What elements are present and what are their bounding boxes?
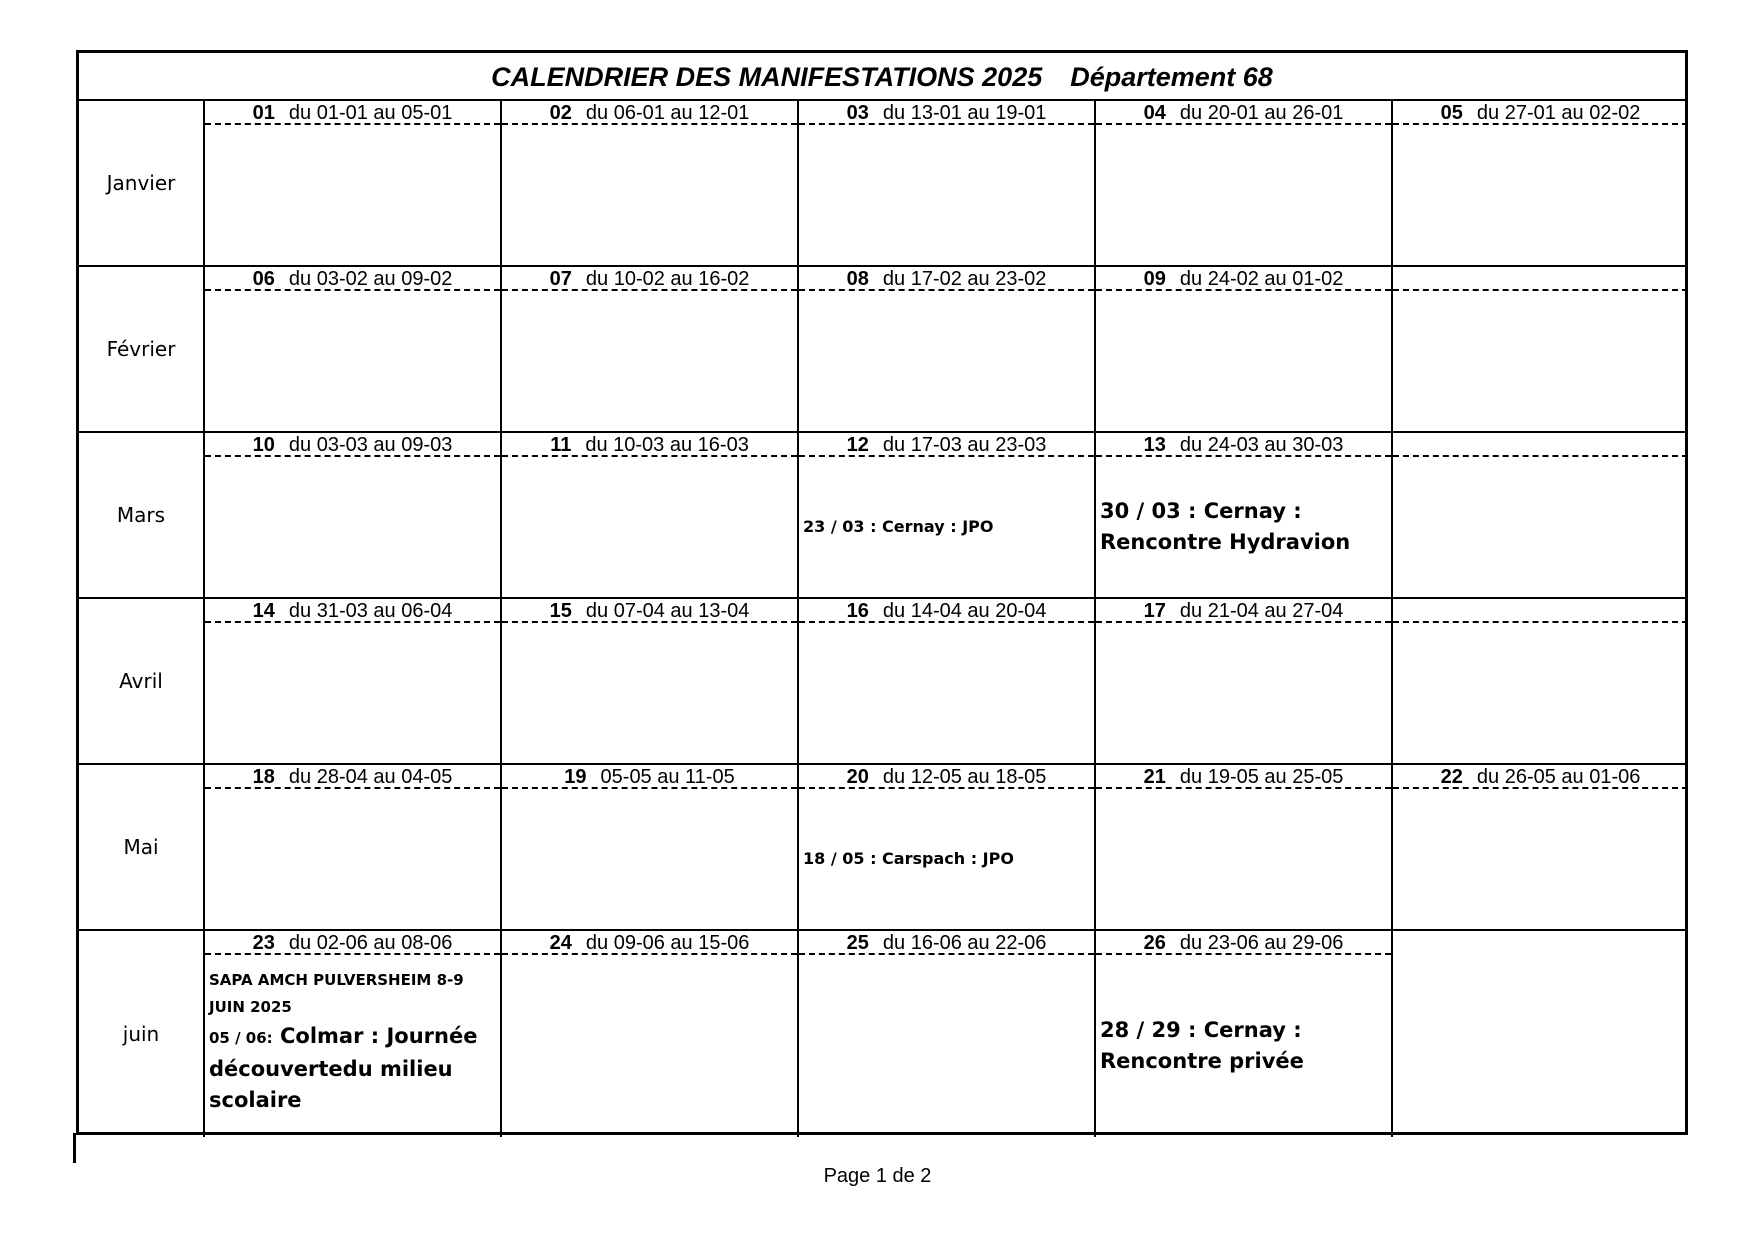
event-text: SAPA AMCH PULVERSHEIM 8-9 JUIN 2025: [209, 971, 464, 1016]
week-header: [1393, 433, 1688, 457]
week-number: 24: [549, 932, 572, 954]
page-title: [79, 53, 1685, 101]
week-range: du 10-02 au 16-02: [585, 268, 750, 290]
event-area: [803, 457, 1090, 597]
week-cell: [1393, 433, 1688, 599]
week-number: 25: [846, 932, 869, 954]
month-label: Février: [79, 267, 205, 433]
week-number: 15: [549, 600, 572, 622]
week-range: du 03-02 au 09-02: [288, 268, 453, 290]
week-range: du 07-04 au 13-04: [585, 600, 750, 622]
week-range: du 13-01 au 19-01: [882, 102, 1047, 124]
week-cell: [502, 267, 799, 433]
week-cell: [1393, 765, 1688, 931]
week-number: 10: [252, 434, 275, 456]
week-range: du 03-03 au 09-03: [288, 434, 453, 456]
week-number: 07: [549, 268, 572, 290]
week-range: du 24-03 au 30-03: [1179, 434, 1344, 456]
week-range: 05-05 au 11-05: [600, 766, 735, 788]
event-area: [1100, 457, 1387, 597]
week-range: du 14-04 au 20-04: [882, 600, 1047, 622]
week-cell: [1096, 599, 1393, 765]
week-cell: [502, 101, 799, 267]
week-header: [1393, 101, 1688, 125]
week-header: [205, 931, 500, 955]
month-label: Mai: [79, 765, 205, 931]
week-range: du 01-01 au 05-01: [288, 102, 453, 124]
week-range: du 27-01 au 02-02: [1476, 102, 1641, 124]
week-number: 01: [252, 102, 275, 124]
week-header: [799, 433, 1094, 457]
week-header: [1096, 101, 1391, 125]
week-header: [502, 599, 797, 623]
week-range: du 28-04 au 04-05: [288, 766, 453, 788]
week-header: [1096, 599, 1391, 623]
week-cell: [205, 267, 502, 433]
week-range: du 26-05 au 01-06: [1476, 766, 1641, 788]
event-date: 05 / 06:: [209, 1029, 273, 1047]
week-number: 21: [1143, 766, 1166, 788]
week-cell: [1096, 101, 1393, 267]
month-label: Janvier: [79, 101, 205, 267]
week-range: du 19-05 au 25-05: [1179, 766, 1344, 788]
week-range: du 12-05 au 18-05: [882, 766, 1047, 788]
event-text: 30 / 03 : Cernay : Rencontre Hydravion: [1100, 499, 1351, 554]
week-range: du 21-04 au 27-04: [1179, 600, 1344, 622]
week-range: du 16-06 au 22-06: [882, 932, 1047, 954]
week-cell: [799, 931, 1096, 1137]
event-area: [803, 789, 1090, 929]
week-number: 06: [252, 268, 275, 290]
week-range: du 31-03 au 06-04: [288, 600, 453, 622]
month-label: juin: [79, 931, 205, 1137]
week-cell-empty: [1393, 931, 1688, 1137]
week-number: 20: [846, 766, 869, 788]
page-number: Page 1 de 2: [823, 1165, 932, 1187]
week-cell: [205, 931, 502, 1137]
week-cell: [799, 599, 1096, 765]
week-header: [205, 433, 500, 457]
page-margin-mark: [73, 1133, 76, 1163]
week-number: 09: [1143, 268, 1166, 290]
week-header: [1393, 765, 1688, 789]
week-header: [1096, 267, 1391, 291]
week-header: [799, 931, 1094, 955]
week-header: [799, 101, 1094, 125]
week-cell: [502, 433, 799, 599]
week-header: [1393, 267, 1688, 291]
week-range: du 09-06 au 15-06: [585, 932, 750, 954]
week-cell: [502, 931, 799, 1137]
event-text: [209, 1021, 496, 1116]
week-header: [205, 599, 500, 623]
week-cell: [1096, 433, 1393, 599]
week-range: du 17-02 au 23-02: [882, 268, 1047, 290]
week-header: [205, 101, 500, 125]
week-header: [502, 101, 797, 125]
week-range: du 02-06 au 08-06: [288, 932, 453, 954]
event-description: Colmar : Journée découvertedu milieu scolaire: [209, 1024, 478, 1112]
week-range: du 10-03 au 16-03: [585, 434, 749, 456]
week-range: du 06-01 au 12-01: [585, 102, 750, 124]
week-cell: [1096, 931, 1393, 1137]
week-number: 05: [1440, 102, 1463, 124]
week-header: [205, 765, 500, 789]
week-number: 17: [1143, 600, 1166, 622]
week-header: [205, 267, 500, 291]
week-header: [502, 765, 797, 789]
event-text: 18 / 05 : Carspach : JPO: [803, 849, 1014, 868]
week-cell: [799, 433, 1096, 599]
week-header: [502, 433, 797, 457]
week-cell: [1096, 765, 1393, 931]
event-text: 28 / 29 : Cernay : Rencontre privée: [1100, 1018, 1304, 1073]
calendar-grid: [79, 101, 1688, 1137]
week-number: 18: [252, 766, 275, 788]
week-range: du 23-06 au 29-06: [1179, 932, 1344, 954]
week-number: 11: [550, 434, 572, 456]
department-label: Département 68: [1070, 62, 1273, 92]
week-cell: [502, 765, 799, 931]
week-header: [502, 931, 797, 955]
week-number: 22: [1440, 766, 1463, 788]
week-header: [799, 267, 1094, 291]
week-number: 04: [1143, 102, 1166, 124]
week-cell: [799, 101, 1096, 267]
week-number: 08: [846, 268, 869, 290]
month-label: Mars: [79, 433, 205, 599]
week-cell: [799, 765, 1096, 931]
calendar-sheet: [76, 50, 1688, 1135]
week-number: 12: [846, 434, 869, 456]
event-text: 23 / 03 : Cernay : JPO: [803, 517, 994, 536]
week-cell: [1393, 599, 1688, 765]
week-header: [1096, 931, 1391, 955]
event-area: [1100, 955, 1387, 1137]
week-cell: [799, 267, 1096, 433]
week-number: 16: [846, 600, 869, 622]
week-cell: [1393, 101, 1688, 267]
week-header: [799, 599, 1094, 623]
week-cell: [1096, 267, 1393, 433]
week-number: 19: [564, 766, 587, 788]
week-range: du 20-01 au 26-01: [1179, 102, 1344, 124]
week-range: du 24-02 au 01-02: [1179, 268, 1344, 290]
week-cell: [205, 599, 502, 765]
week-cell: [502, 599, 799, 765]
week-number: 02: [549, 102, 572, 124]
week-cell: [205, 433, 502, 599]
week-range: du 17-03 au 23-03: [882, 434, 1047, 456]
week-cell: [1393, 267, 1688, 433]
event-area: [209, 955, 496, 1137]
week-header: [1096, 433, 1391, 457]
week-cell: [205, 765, 502, 931]
week-number: 14: [252, 600, 275, 622]
calendar-title: CALENDRIER DES MANIFESTATIONS 2025: [491, 62, 1043, 92]
week-header: [799, 765, 1094, 789]
week-header: [502, 267, 797, 291]
week-header: [1393, 599, 1688, 623]
week-number: 03: [846, 102, 869, 124]
month-label: Avril: [79, 599, 205, 765]
week-number: 26: [1143, 932, 1166, 954]
week-header: [1096, 765, 1391, 789]
week-number: 13: [1143, 434, 1166, 456]
week-cell: [205, 101, 502, 267]
week-number: 23: [252, 932, 275, 954]
